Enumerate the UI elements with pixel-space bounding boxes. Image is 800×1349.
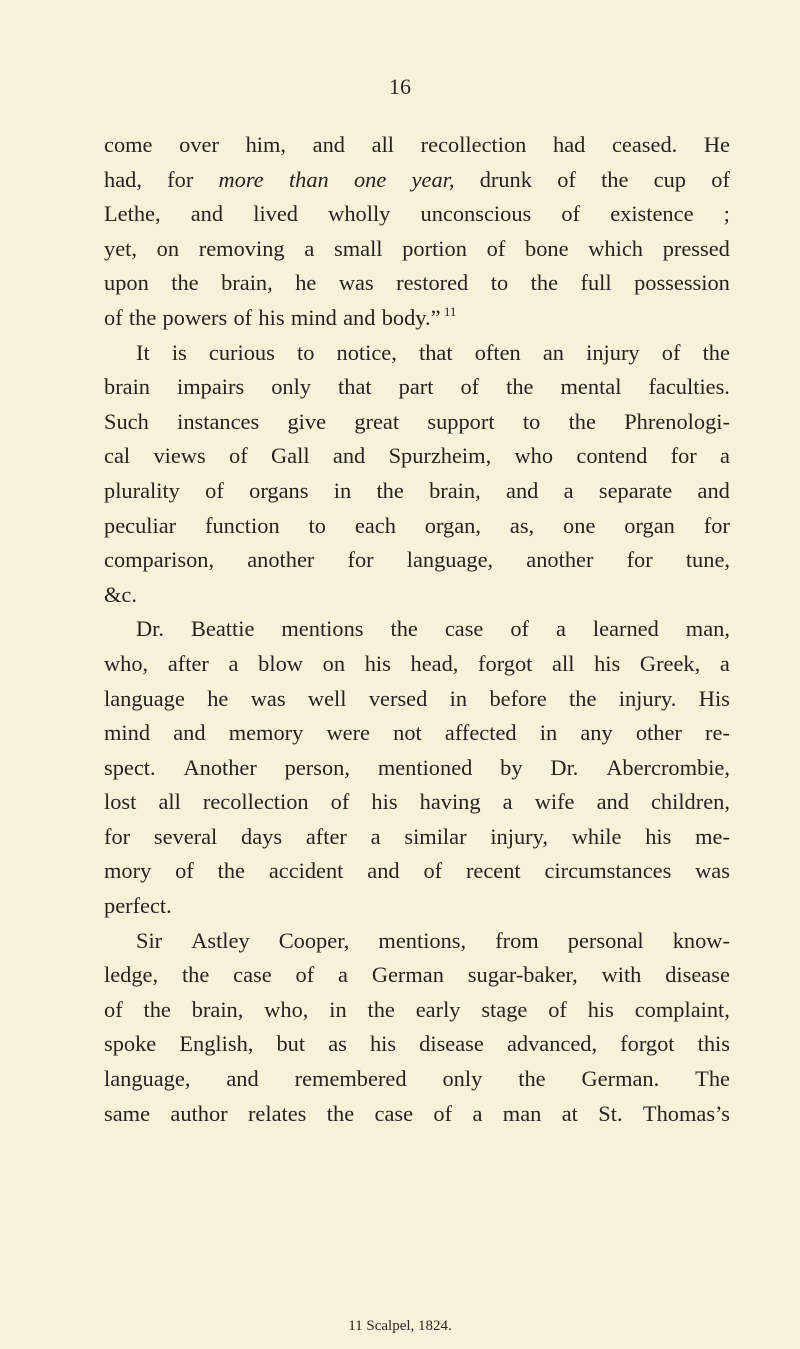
word: all (158, 789, 181, 815)
word: and (226, 1066, 259, 1092)
word: powers (162, 304, 228, 330)
word: German. (581, 1066, 660, 1092)
text-line (104, 612, 730, 647)
word: an (542, 339, 564, 365)
word: year, (411, 166, 455, 192)
word: after (305, 823, 347, 849)
word: who (514, 443, 554, 469)
word: mental (560, 374, 622, 400)
word: him, (245, 132, 287, 157)
word: similar (404, 823, 467, 849)
text-line (104, 889, 730, 924)
word: of (104, 996, 123, 1022)
word: ; (723, 201, 730, 227)
word: Abercrombie, (606, 754, 730, 780)
word: for (167, 166, 194, 192)
text-line (104, 751, 730, 786)
word: was (338, 270, 374, 296)
word: the (128, 304, 157, 330)
word: of (175, 858, 194, 884)
word: as (328, 1031, 347, 1057)
word: bone (525, 235, 569, 261)
word: for (703, 512, 730, 538)
word: versed (368, 685, 428, 711)
word: Dr. (550, 754, 579, 780)
word: circumstances (544, 858, 672, 884)
word: of (510, 616, 529, 642)
word: and (367, 858, 400, 884)
page-number: 16 (389, 74, 411, 99)
word: language, (104, 1066, 191, 1092)
word: his (594, 650, 621, 676)
word: unconscious (420, 201, 532, 227)
word: who, (264, 996, 309, 1022)
word: cup (653, 166, 687, 192)
body-text (104, 128, 730, 1131)
text-line (104, 993, 730, 1028)
word: other (635, 720, 682, 746)
word: he (207, 685, 229, 711)
word: another (526, 547, 594, 573)
word: mentions, (378, 927, 467, 953)
word: &c. (104, 581, 137, 607)
word: at (561, 1100, 578, 1126)
word: by (500, 754, 523, 780)
word: another (247, 547, 315, 573)
word: man (502, 1100, 542, 1126)
word: Phrenologi- (624, 408, 730, 434)
word: head, (410, 650, 459, 676)
word: His (698, 685, 730, 711)
word: tune, (685, 547, 730, 573)
word: injury, (490, 823, 548, 849)
word: personal (567, 927, 644, 953)
word: drunk (479, 166, 532, 192)
word: children, (650, 789, 730, 815)
word: to (522, 408, 541, 434)
text-line (104, 266, 730, 301)
word: English, (179, 1031, 254, 1057)
word: and (506, 477, 539, 503)
word: and (190, 201, 224, 227)
word: Thomas’s (642, 1100, 730, 1126)
word: the (181, 962, 210, 988)
word: Greek, (639, 650, 701, 676)
word: come (104, 132, 153, 157)
word: is (171, 339, 187, 365)
text-line (104, 820, 730, 855)
word: and (332, 443, 366, 469)
word: He (703, 132, 730, 157)
word: accident (268, 858, 344, 884)
word: before (489, 685, 547, 711)
word: language (104, 685, 185, 711)
word: a (720, 443, 730, 469)
word: organs (249, 477, 309, 503)
word: organ (624, 512, 675, 538)
word: relates (247, 1100, 307, 1126)
word: separate (598, 477, 673, 503)
word: advanced, (506, 1031, 598, 1057)
text-line (104, 336, 730, 371)
word: removing (198, 235, 285, 261)
word: brain, (221, 270, 273, 296)
word: contend (576, 443, 648, 469)
word: affected (444, 720, 517, 746)
word: German (371, 962, 444, 988)
word: upon (104, 270, 149, 296)
word: Spurzheim, (388, 443, 492, 469)
text-line (104, 439, 730, 474)
word: of (561, 201, 581, 227)
word: a (472, 1100, 483, 1126)
word: small (334, 235, 383, 261)
word: organ, (424, 512, 481, 538)
word: remembered (294, 1066, 407, 1092)
word: instances (177, 408, 260, 434)
word: one (563, 512, 596, 538)
word: a (370, 823, 381, 849)
word: know- (672, 927, 730, 953)
word: person, (284, 754, 350, 780)
word: me- (695, 823, 730, 849)
word: Such (104, 408, 149, 434)
word: of (229, 443, 248, 469)
word: the (506, 374, 534, 400)
word: having (419, 789, 481, 815)
word: his (258, 304, 285, 330)
word: and (312, 132, 345, 157)
word: cal (104, 443, 131, 469)
word: not (393, 720, 422, 746)
word: who, (104, 650, 149, 676)
text-line (104, 785, 730, 820)
word: body.” $^{11}$ (381, 303, 457, 330)
word: Dr. (136, 616, 164, 642)
word: pressed (662, 235, 730, 261)
word: of (233, 304, 253, 330)
word: recent (465, 858, 521, 884)
text-line (104, 128, 730, 163)
word: to (296, 339, 315, 365)
text-line (104, 509, 730, 544)
word: of (295, 962, 315, 988)
word: same (104, 1100, 151, 1126)
word: had, (104, 166, 142, 192)
word: injury (586, 339, 640, 365)
word: the (702, 339, 730, 365)
word: yet, (104, 235, 137, 261)
word: of (330, 789, 350, 815)
text-line (104, 958, 730, 993)
word: Cooper, (278, 927, 350, 953)
text-line (104, 854, 730, 889)
word: mentions (281, 616, 364, 642)
word: in (449, 685, 468, 711)
word: all (552, 650, 575, 676)
text-line (104, 301, 730, 336)
word: possession (634, 270, 730, 296)
word: only (271, 374, 312, 400)
word: comparison, (104, 547, 215, 573)
word: to (490, 270, 509, 296)
word: disease (665, 962, 730, 988)
word: in (539, 720, 558, 746)
text-line (104, 197, 730, 232)
word: all (371, 132, 395, 157)
word: impairs (177, 374, 245, 400)
word: his (587, 996, 614, 1022)
word: in (329, 996, 347, 1022)
word: had (553, 132, 586, 157)
word: learned (592, 616, 659, 642)
word: the (376, 477, 404, 503)
word: of (423, 858, 443, 884)
word: the (601, 166, 629, 192)
word: recollection (420, 132, 527, 157)
word: the (569, 685, 597, 711)
word: mind (104, 720, 151, 746)
word: and (173, 720, 206, 746)
word: blow (258, 650, 303, 676)
word: It (136, 339, 150, 365)
word: the (326, 1100, 355, 1126)
word: ceased. (611, 132, 678, 157)
word: brain, (191, 996, 244, 1022)
word: ledge, (104, 962, 159, 988)
text-line (104, 716, 730, 751)
word: was (695, 858, 730, 884)
word: case (374, 1100, 414, 1126)
word: portion (402, 235, 467, 261)
word: to (308, 512, 326, 538)
word: and (596, 789, 629, 815)
word: as, (509, 512, 535, 538)
text-line (104, 543, 730, 578)
word: from (495, 927, 539, 953)
word: St. (598, 1100, 623, 1126)
text-line (104, 1062, 730, 1097)
word: the (217, 858, 245, 884)
word: for (670, 443, 697, 469)
word: and (697, 477, 730, 503)
word: of (205, 477, 224, 503)
word: sugar-baker, (467, 962, 578, 988)
word: part (398, 374, 434, 400)
footnote: 11 Scalpel, 1824. (348, 1318, 452, 1334)
word: lived (253, 201, 299, 227)
word: early (415, 996, 461, 1022)
word: recollection (202, 789, 309, 815)
word: for (626, 547, 653, 573)
word: of (104, 304, 123, 330)
word: in (333, 477, 352, 503)
word: a (719, 650, 730, 676)
text-line (104, 647, 730, 682)
word: for (347, 547, 374, 573)
word: after (167, 650, 209, 676)
word: for (104, 823, 131, 849)
word: he (295, 270, 317, 296)
word: his (364, 650, 391, 676)
word: Sir (136, 927, 163, 953)
text-line (104, 1097, 730, 1132)
word: wife (534, 789, 575, 815)
word: with (601, 962, 642, 988)
text-line (104, 474, 730, 509)
word: of (661, 339, 681, 365)
word: his (369, 1031, 397, 1057)
word: spoke (104, 1031, 157, 1057)
word: over (179, 132, 219, 157)
text-line (104, 232, 730, 267)
word: the (530, 270, 559, 296)
word: on (156, 235, 180, 261)
text-line (104, 1027, 730, 1062)
word: brain (104, 374, 151, 400)
word: case (233, 962, 272, 988)
word: Gall (271, 443, 310, 469)
word: more (218, 166, 264, 192)
word: man, (685, 616, 730, 642)
word: his (371, 789, 398, 815)
word: faculties. (648, 374, 730, 400)
word: injury. (618, 685, 677, 711)
word: lost (104, 789, 137, 815)
word: curious (208, 339, 275, 365)
word: mory (104, 858, 152, 884)
word: notice, (336, 339, 397, 365)
word: on (322, 650, 346, 676)
word: the (367, 996, 395, 1022)
word: brain, (429, 477, 481, 503)
word: support (427, 408, 495, 434)
word: that (418, 339, 453, 365)
word: a (338, 962, 348, 988)
word: existence (610, 201, 694, 227)
word: of (433, 1100, 453, 1126)
word: function (205, 512, 280, 538)
word: forgot (620, 1031, 675, 1057)
text-line (104, 578, 730, 613)
footnote-marker: 11 (440, 303, 457, 319)
word: complaint, (634, 996, 730, 1022)
word: each (354, 512, 396, 538)
word: restored (396, 270, 469, 296)
word: the (171, 270, 199, 296)
word: well (307, 685, 347, 711)
word: and (343, 304, 376, 330)
word: of (460, 374, 480, 400)
word: re- (705, 720, 730, 746)
word: that (338, 374, 372, 400)
word: than (288, 166, 329, 192)
word: but (276, 1031, 306, 1057)
word: only (442, 1066, 483, 1092)
word: days (241, 823, 283, 849)
word: any (580, 720, 613, 746)
word: perfect. (104, 893, 172, 919)
word: mind (290, 304, 337, 330)
word: forgot (478, 650, 533, 676)
word: was (250, 685, 286, 711)
word: The (695, 1066, 730, 1092)
word: the (518, 1066, 546, 1092)
word: memory (228, 720, 304, 746)
word: give (287, 408, 327, 434)
word: mentioned (377, 754, 473, 780)
word: spect. (104, 754, 156, 780)
word: this (697, 1031, 730, 1057)
word: Beattie (190, 616, 255, 642)
word: Astley (191, 927, 250, 953)
word: peculiar (104, 512, 177, 538)
word: Lethe, (104, 201, 161, 227)
word: stage (481, 996, 528, 1022)
word: a (555, 616, 566, 642)
word: of (548, 996, 567, 1022)
word: the (390, 616, 418, 642)
word: while (571, 823, 622, 849)
word: author (170, 1100, 228, 1126)
word: full (580, 270, 612, 296)
word: one (353, 166, 387, 192)
text-line (104, 405, 730, 440)
text-line (104, 370, 730, 405)
word: of (557, 166, 576, 192)
word: the (568, 408, 596, 434)
word: a (304, 235, 315, 261)
word: a (502, 789, 513, 815)
word: wholly (328, 201, 391, 227)
word: of (486, 235, 506, 261)
word: a (228, 650, 239, 676)
word: plurality (104, 477, 180, 503)
word: which (588, 235, 643, 261)
word: disease (419, 1031, 484, 1057)
word: several (153, 823, 218, 849)
word: often (474, 339, 521, 365)
word: language, (406, 547, 494, 573)
word: a (563, 477, 574, 503)
word: the (143, 996, 171, 1022)
word: Another (183, 754, 257, 780)
word: views (153, 443, 206, 469)
word: of (711, 166, 730, 192)
word: great (354, 408, 400, 434)
word: his (645, 823, 672, 849)
word: were (326, 720, 370, 746)
text-line (104, 682, 730, 717)
word: case (444, 616, 484, 642)
text-line (104, 163, 730, 198)
text-line (104, 924, 730, 959)
